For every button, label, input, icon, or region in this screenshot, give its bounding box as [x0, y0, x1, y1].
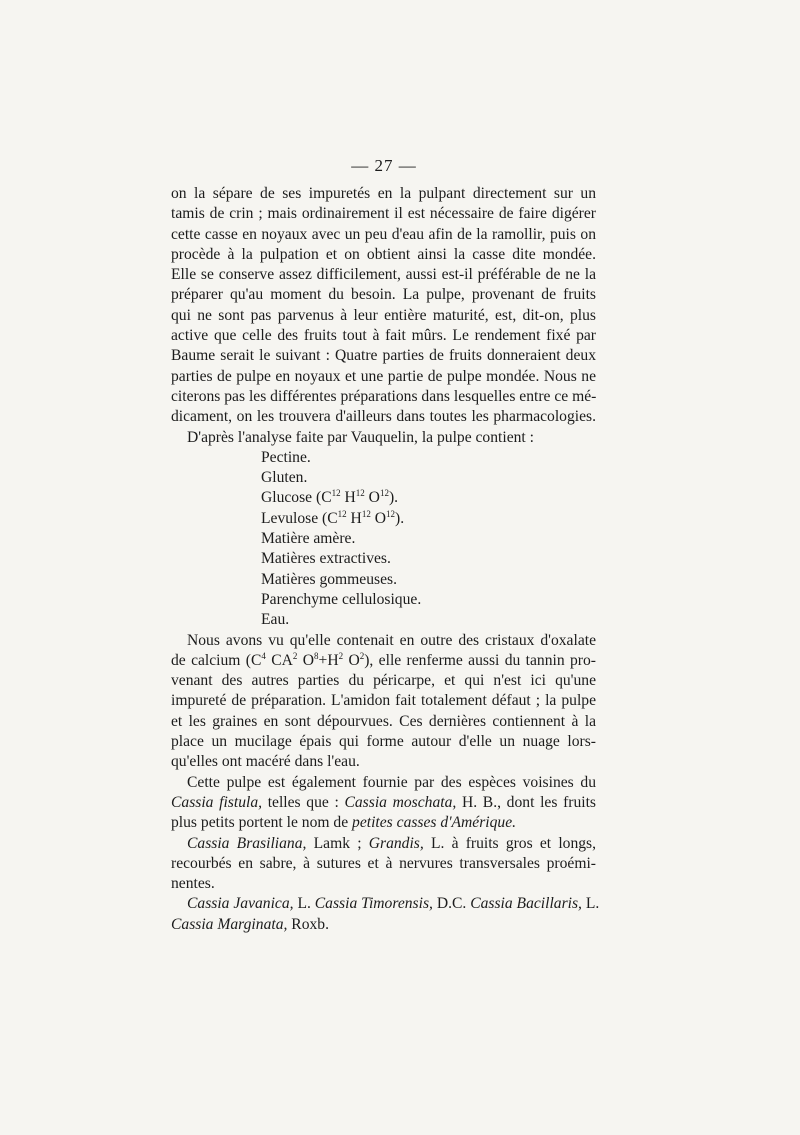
text-line: parties de pulpe en noyaux et une partie de pulpe mondée. Nous ne: [171, 367, 596, 385]
paragraph-3: [171, 773, 596, 834]
text-line: de calcium ($C^4$ $CA^2$ $O^8+H^2$ $O^2$), elle renferme aussi du tannin pro-: [171, 650, 596, 669]
list-item: Eau.: [261, 611, 290, 629]
text-line: tamis de crin ; mais ordinairement il est nécessaire de faire digérer: [171, 205, 596, 223]
text-line: place un mucilage épais qui forme autour d'elle un nuage lors-: [171, 733, 596, 751]
text-line: Cassia Javanica, L. Cassia Timorensis, D.C. Cassia Bacillaris, L.: [187, 895, 600, 913]
list-item: Parenchyme cellulosique.: [261, 590, 422, 608]
text-line: et les graines en sont dépourvues. Ces dernières contiennent à la: [171, 712, 596, 730]
list-item: Pectine.: [261, 448, 311, 466]
text-line: Cette pulpe est également fournie par des espèces voisines du: [187, 773, 596, 791]
list-item: Gluten.: [261, 469, 308, 487]
text-line: nentes.: [171, 875, 215, 893]
list-item: Matière amère.: [261, 530, 356, 548]
text-line: Cassia fistula, telles que : Cassia moschata, H. B., dont les fruits: [171, 793, 596, 811]
text-line: active que celle des fruits tout à fait mûrs. Le rendement fixé par: [171, 327, 596, 345]
text-line: Nous avons vu qu'elle contenait en outre des cristaux d'oxalate: [187, 631, 596, 649]
components-list: [171, 448, 596, 631]
paragraph-1: [171, 184, 596, 428]
text-line: procède à la pulpation et on obtient ainsi la casse dite mondée.: [171, 245, 596, 263]
text-line: qu'elles ont macéré dans l'eau.: [171, 753, 360, 771]
text-line: préparer qu'au moment du besoin. La pulpe, provenant de fruits: [171, 286, 596, 304]
text-line: on la sépare de ses impuretés en la pulpant directement sur un: [171, 185, 596, 202]
text-line: Elle se conserve assez difficilement, aussi est-il préférable de ne la: [171, 266, 596, 284]
text-line: Cassia Marginata, Roxb.: [171, 915, 329, 933]
page-number: — 27 —: [351, 156, 417, 175]
text-line: Baume serait le suivant : Quatre parties de fruits donneraient deux: [171, 347, 596, 365]
text-line: Cassia Brasiliana, Lamk ; Grandis, L. à fruits gros et longs,: [187, 834, 597, 852]
list-item: Matières extractives.: [261, 550, 391, 568]
body-text: [171, 184, 600, 935]
text-line: recourbés en sabre, à sutures et à nervures transversales proémi-: [171, 854, 596, 872]
list-item: Levulose ($C^{12}$ $H^{12}$ $O^{12}$).: [261, 508, 405, 527]
text-line: qui ne sont pas parvenus à leur entière maturité, est, dit-on, plus: [171, 306, 596, 324]
text-line: plus petits portent le nom de petites casses d'Amérique.: [171, 814, 517, 832]
paragraph-5: [171, 894, 600, 935]
text-line: citerons pas les différentes préparations dans lesquelles entre ce mé-: [171, 387, 597, 405]
list-item: Matières gommeuses.: [261, 570, 397, 588]
analysis-intro: D'après l'analyse faite par Vauquelin, la pulpe contient :: [187, 428, 534, 446]
list-item: Glucose ($C^{12}$ $H^{12}$ $O^{12}$).: [261, 488, 399, 507]
text-line: venant des autres parties du péricarpe, et qui n'est ici qu'une: [171, 672, 596, 690]
text-line: cette casse en noyaux avec un peu d'eau afin de la ramollir, puis on: [171, 225, 596, 243]
text-line: dicament, on les trouvera d'ailleurs dans toutes les pharmacologies.: [171, 408, 596, 426]
paragraph-4: [171, 834, 596, 895]
paragraph-2: [171, 631, 596, 773]
text-line: impureté de préparation. L'amidon fait totalement défaut ; la pulpe: [171, 692, 596, 710]
